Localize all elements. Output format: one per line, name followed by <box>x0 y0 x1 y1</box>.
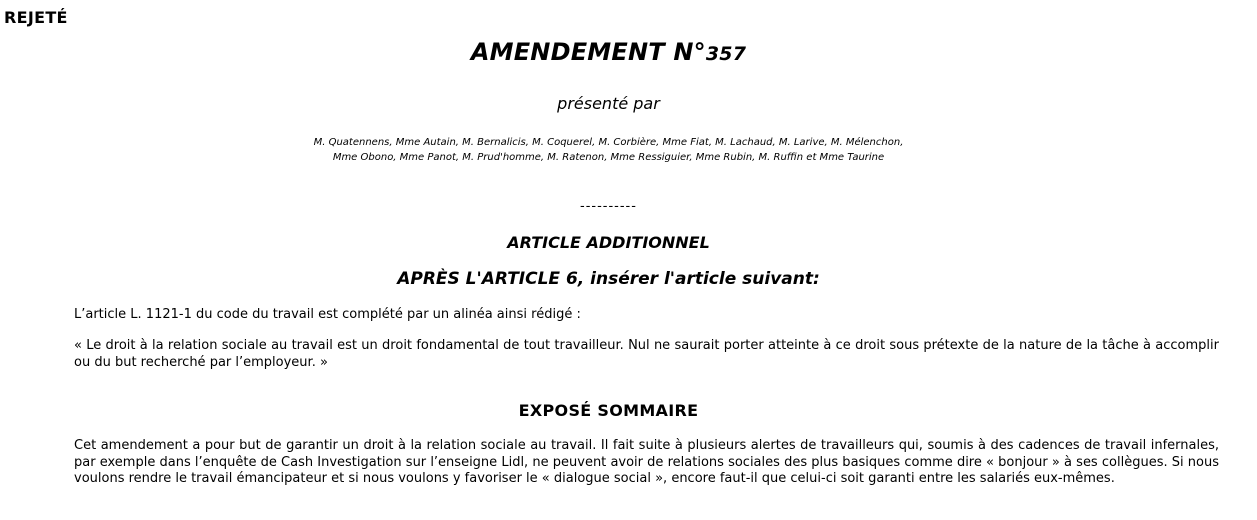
summary-paragraph: Cet amendement a pour but de garantir un droit à la relation sociale au travail. Il fait suite à plusieurs alertes de travailleurs qui, soumis à des cadences de travail infernales, par exemple dans l’enquête de Cash Investigation sur l’enseigne Lidl, ne peuvent avoir de relations sociales des plus basiques comme dire « bonjour » à ses collègues. Si nous voulons rendre le travail émancipateur et si nous voulons y favoriser le « dialogue social », encore faut-il que celui-ci soit garanti entre les salariés eux-mêmes. <box>74 438 1219 486</box>
authors-list: M. Quatennens, Mme Autain, M. Bernalicis, M. Coquerel, M. Corbière, Mme Fiat, M. Lachaud, M. Larive, M. Mélenchon, Mme Obono, Mme Panot, M. Prud'homme, M. Ratenon, Mme Ressiguier, Mme Rubin, M. Ruffin et Mme Taurine <box>313 137 904 163</box>
article-instruction: APRÈS L'ARTICLE 6, insérer l'article suivant: <box>397 269 820 289</box>
status-label: REJETÉ <box>4 8 68 27</box>
amendment-title-prefix: AMENDEMENT N° <box>470 38 706 66</box>
article-heading: ARTICLE ADDITIONNEL <box>507 233 710 252</box>
summary-heading: EXPOSÉ SOMMAIRE <box>518 401 699 420</box>
amendment-number: 357 <box>705 43 747 65</box>
body-quote-paragraph: « Le droit à la relation sociale au travail est un droit fondamental de tout travailleur. Nul ne saurait porter atteinte à ce droit sous prétexte de la nature de la tâche à accomplir ou du but recherché par l’employeur. » <box>74 338 1219 370</box>
body-intro-paragraph: L’article L. 1121-1 du code du travail est complété par un alinéa ainsi rédigé : <box>74 307 581 322</box>
amendment-title <box>0 38 1217 66</box>
separator-line: ---------- <box>580 199 637 214</box>
presented-by-label: présenté par <box>557 94 660 113</box>
